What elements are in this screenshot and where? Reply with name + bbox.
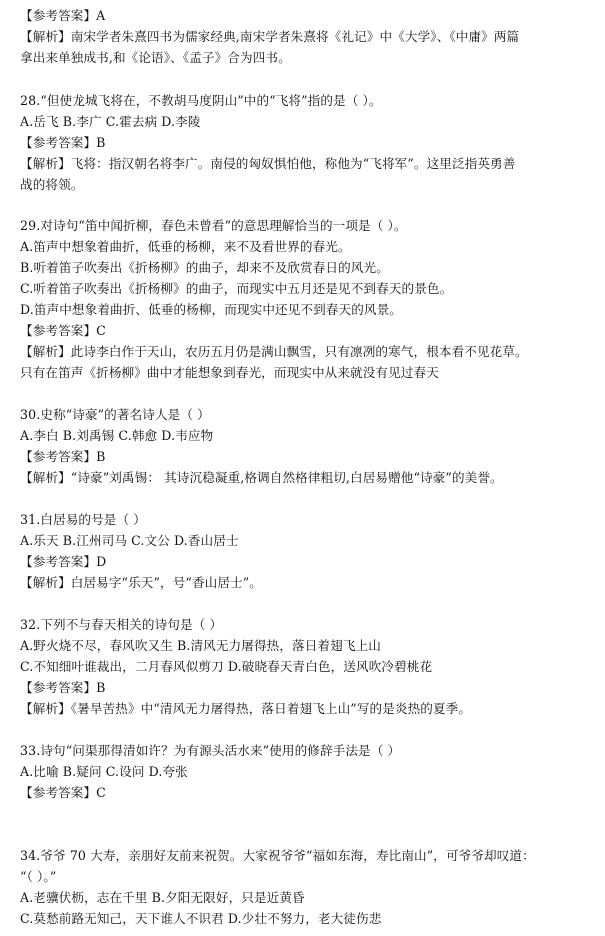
options-line: A.比喻 B.疑问 C.设问 D.夸张 (20, 764, 188, 779)
option-a: A.笛声中想象着曲折，低垂的杨柳，来不及看世界的春光。 (20, 239, 351, 254)
options-line: A.李白 B.刘禹锡 C.韩愈 D.韦应物 (20, 428, 214, 443)
option-d: D.笛声中想象着曲折、低垂的杨柳，而现实中还见不到春天的风景。 (20, 302, 402, 317)
question-34: 34.爷爷 70 大寿，亲朋好友前来祝贺。大家祝爷爷“福如东海，寿比南山”，可爷爷却叹道： (20, 848, 535, 863)
question-30: 30.史称“诗豪”的著名诗人是（ ） (20, 407, 210, 422)
options-line: A.乐天 B.江州司马 C.文公 D.香山居士 (20, 533, 239, 548)
explanation-line: 拿出来单独成书,和《论语》、《孟子》合为四书。 (20, 50, 291, 65)
question-33: 33.诗句“问渠那得清如许？为有源头活水来”使用的修辞手法是（ ） (20, 743, 401, 758)
answer-line: 【参考答案】D (20, 554, 107, 569)
answer-line: 【参考答案】B (20, 680, 106, 695)
question-29: 29.对诗句“笛中闻折柳，春色未曾看”的意思理解恰当的一项是（ ）。 (20, 218, 407, 233)
question-34-blank: “（ ）。” (20, 869, 57, 884)
option-c: C.听着笛子吹奏出《折杨柳》的曲子，而现实中五月还是见不到春天的景色。 (20, 281, 453, 296)
options-line: C.不知细叶谁裁出，二月春风似剪刀 D.破晓春天青白色，送风吹冷碧桃花 (20, 659, 433, 674)
explanation-line: 战的将领。 (20, 177, 84, 192)
answer-line: 【参考答案】B (20, 449, 106, 464)
question-32: 32.下列不与春天相关的诗句是（ ） (20, 617, 223, 632)
question-31: 31.白居易的号是（ ） (20, 512, 146, 527)
answer-line: 【参考答案】B (20, 135, 106, 150)
explanation-line: 【解析】《暑旱苦热》中“清风无力屠得热，落日着翅飞上山”写的是炎热的夏季。 (20, 701, 472, 716)
explanation-line: 【解析】南宋学者朱熹四书为儒家经典,南宋学者朱熹将《礼记》中《大学》、《中庸》两篇 (20, 29, 520, 44)
options-line: A.野火烧不尽，春风吹又生 B.清风无力屠得热，落日着翅飞上山 (20, 638, 381, 653)
answer-line: 【参考答案】C (20, 323, 106, 338)
options-line: C.莫愁前路无知己，天下谁人不识君 D.少壮不努力，老大徒伤悲 (20, 911, 382, 926)
options-line: A.岳飞 B.李广 C.霍去病 D.李陵 (20, 114, 201, 129)
explanation-line: 【解析】白居易字“乐天”，号“香山居士”。 (20, 575, 262, 590)
options-line: A.老骥伏枥，志在千里 B.夕阳无限好，只是近黄昏 (20, 890, 305, 905)
option-b: B.听着笛子吹奏出《折杨柳》的曲子，却来不及欣赏春日的风光。 (20, 260, 389, 275)
answer-line: 【参考答案】C (20, 785, 106, 800)
explanation-line: 【解析】“诗豪”刘禹锡： 其诗沉稳凝重,格调自然格律粗切,白居易赠他“诗豪”的美誉。 (20, 470, 503, 485)
explanation-line: 只有在笛声《折杨柳》曲中才能想象到春光，而现实中从来就没有见过春天 (20, 365, 439, 380)
explanation-line: 【解析】飞将：指汉朝名将李广。南侵的匈奴惧怕他，称他为“飞将军”。这里泛指英勇善 (20, 156, 516, 171)
question-28: 28.“但使龙城飞将在，不教胡马度阴山”中的“飞将”指的是（ ）。 (20, 93, 382, 108)
answer-line: 【参考答案】A (20, 8, 106, 23)
explanation-line: 【解析】此诗李白作于天山，农历五月仍是满山飘雪，只有凛冽的寒气，根本看不见花草。 (20, 344, 528, 359)
